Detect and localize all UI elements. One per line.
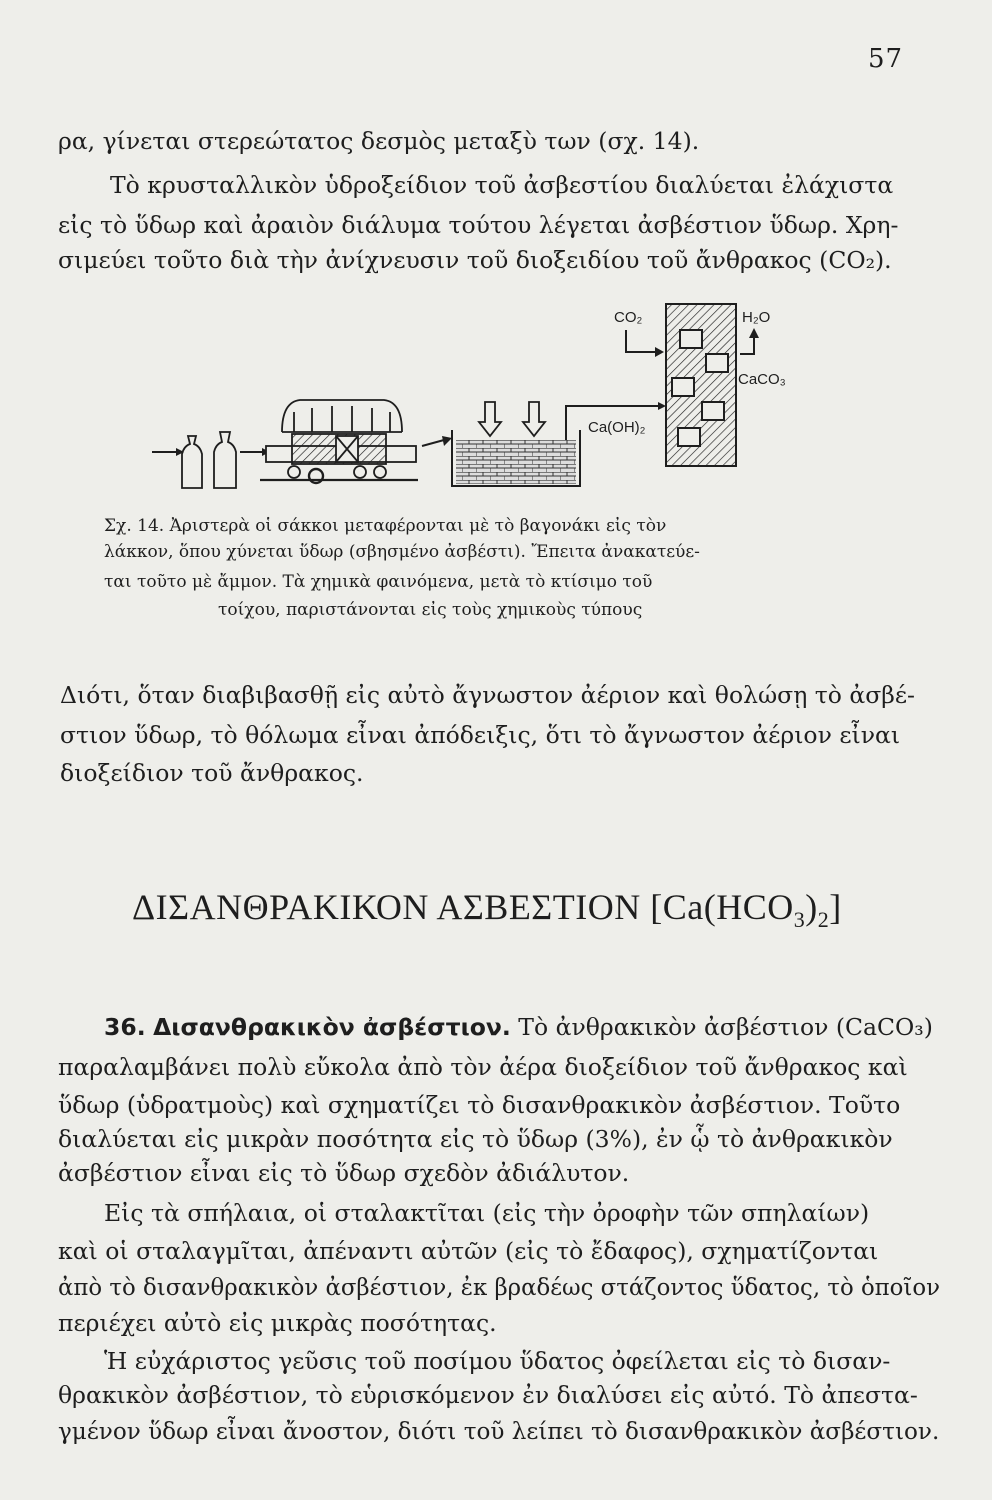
text-line: Εἰς τὰ σπήλαια, οἱ σταλακτῖται (εἰς τὴν ὀροφὴν τῶν σπηλαίων) [104, 1199, 870, 1227]
pour-arrow-icon [523, 402, 545, 436]
sack-icon [214, 432, 236, 488]
text-line: γμένον ὕδωρ εἶναι ἄνοστον, διότι τοῦ λείπει τὸ δισανθρακικὸν ἀσβέστιον. [58, 1417, 940, 1445]
text-line: ἀπὸ τὸ δισανθρακικὸν ἀσβέστιον, ἐκ βραδέως στάζοντος ὕδατος, τὸ ὁποῖον [58, 1273, 940, 1301]
text-line: Τὸ κρυσταλλικὸν ὑδροξείδιον τοῦ ἀσβεστίου διαλύεται ἐλάχιστα [110, 171, 894, 199]
text-line: στιον ὕδωρ, τὸ θόλωμα εἶναι ἀπόδειξις, ὅτι τὸ ἄγνωστον ἀέριον εἶναι [60, 721, 901, 749]
arrow-icon [152, 448, 184, 456]
wagon-icon [260, 400, 418, 483]
sack-icon [182, 436, 202, 488]
text-line: θρακικὸν ἀσβέστιον, τὸ εὑρισκόμενον ἐν διαλύσει εἰς αὐτό. Τὸ ἀπεστα- [58, 1381, 918, 1409]
section-number: 36. [104, 1013, 146, 1041]
lime-pit [452, 430, 580, 486]
label-h2o: H₂O [742, 309, 771, 326]
caption-line: λάκκον, ὅπου χύνεται ὕδωρ (σβησμένο ἀσβέστι). Ἔπειτα ἀνακατεύε- [104, 542, 700, 562]
text-line: καὶ οἱ σταλαγμῖται, ἀπέναντι αὐτῶν (εἰς τὸ ἔδαφος), σχηματίζονται [58, 1237, 879, 1265]
text-line: περιέχει αὐτὸ εἰς μικρὰς ποσότητας. [58, 1309, 497, 1337]
brick-wall [666, 304, 736, 466]
text-line: διοξείδιον τοῦ ἄνθρακος. [60, 759, 364, 787]
arrow-icon [240, 448, 270, 456]
h2o-arrow-icon [740, 328, 759, 354]
text-line: ἀσβέστιον εἶναι εἰς τὸ ὕδωρ σχεδὸν ἀδιάλυτον. [58, 1159, 630, 1187]
heading-subscript: 2 [817, 907, 830, 933]
label-co2: CO₂ [614, 309, 643, 326]
section-first-line [104, 1012, 933, 1042]
text-line: ὕδωρ (ὑδρατμοὺς) καὶ σχηματίζει τὸ δισανθρακικὸν ἀσβέστιον. Τοῦτο [58, 1091, 901, 1119]
label-caoh2: Ca(OH)₂ [588, 419, 646, 436]
caption-line: Σχ. 14. Ἀριστερὰ οἱ σάκκοι μεταφέρονται μὲ τὸ βαγονάκι εἰς τὸν [104, 516, 667, 536]
pour-arrow-icon [479, 402, 501, 436]
co2-arrow-icon [626, 330, 664, 357]
text-line: Τὸ ἀνθρακικὸν ἀσβέστιον (CaCO₃) [510, 1013, 933, 1041]
caption-line: τοίχου, παριστάνονται εἰς τοὺς χημικοὺς τύπους [218, 600, 643, 620]
label-caco3: CaCO₃ [738, 371, 786, 388]
flow-arrow-icon [566, 402, 666, 440]
section-title: Δισανθρακικὸν ἀσβέστιον. [153, 1013, 511, 1041]
text-line: Διότι, ὅταν διαβιβασθῇ εἰς αὐτὸ ἄγνωστον ἀέριον καὶ θολώσῃ τὸ ἀσβέ- [60, 681, 915, 709]
text-line: διαλύεται εἰς μικρὰν ποσότητα εἰς τὸ ὕδωρ (3%), ἐν ᾧ τὸ ἀνθρακικὸν [58, 1125, 893, 1153]
text-line: ρα, γίνεται στερεώτατος δεσμὸς μεταξὺ των (σχ. 14). [58, 127, 700, 155]
heading-subscript: 3 [793, 907, 806, 933]
heading-text: ) [805, 887, 818, 927]
arrow-icon [422, 436, 452, 446]
text-line: Ἡ εὐχάριστος γεῦσις τοῦ ποσίμου ὕδατος ὀφείλεται εἰς τὸ δισαν- [104, 1347, 891, 1375]
caption-line: ται τοῦτο μὲ ἄμμον. Τὰ χημικὰ φαινόμενα, μετὰ τὸ κτίσιμο τοῦ [104, 572, 653, 592]
text-line: εἰς τὸ ὕδωρ καὶ ἀραιὸν διάλυμα τούτου λέγεται ἀσβέστιον ὕδωρ. Χρη- [58, 211, 899, 239]
heading-text: ] [829, 887, 842, 927]
text-line: σιμεύει τοῦτο διὰ τὴν ἀνίχνευσιν τοῦ διοξειδίου τοῦ ἄνθρακος (CO₂). [58, 246, 892, 274]
page-number: 57 [868, 44, 904, 74]
section-heading [132, 886, 842, 933]
text-line: παραλαμβάνει πολὺ εὔκολα ἀπὸ τὸν ἀέρα διοξείδιον τοῦ ἄνθρακος καὶ [58, 1053, 908, 1081]
heading-text: ΔΙΣΑΝΘΡΑΚΙΚΟΝ ΑΣΒΕΣΤΙΟΝ [Ca(HCO [132, 887, 794, 927]
